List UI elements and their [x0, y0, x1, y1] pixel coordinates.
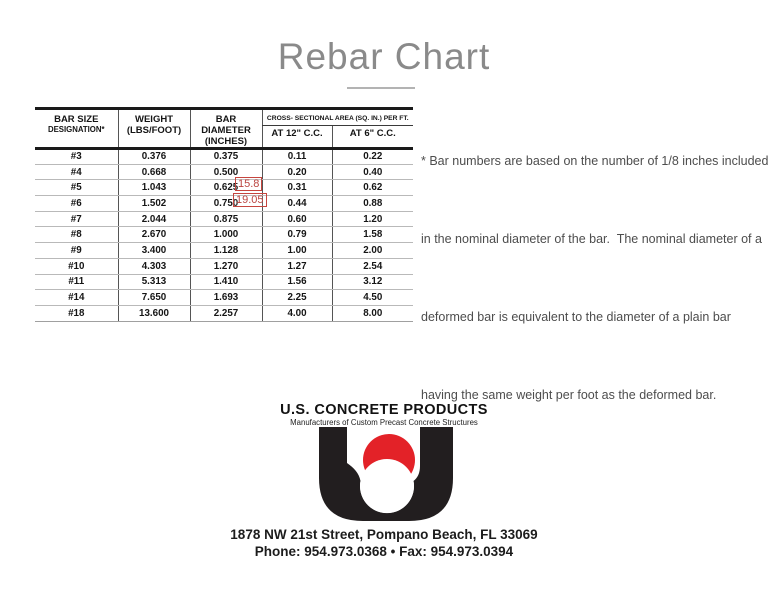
- table-cell: 1.270: [190, 258, 262, 274]
- table-cell: 1.128: [190, 243, 262, 259]
- annotation-box-19-05: 19.05: [233, 193, 267, 207]
- table-cell: 0.750: [190, 196, 262, 212]
- col-header-bar-diameter: [190, 109, 262, 149]
- table-cell: 0.88: [332, 196, 413, 212]
- title-divider: [347, 87, 415, 89]
- table-cell: 1.043: [118, 180, 190, 196]
- table-cell: 2.00: [332, 243, 413, 259]
- col-header-line: BAR: [215, 114, 237, 125]
- table-cell: 0.31: [262, 180, 332, 196]
- table-cell: 1.27: [262, 258, 332, 274]
- table-cell: 0.376: [118, 149, 190, 165]
- phone-fax-line: Phone: 954.973.0368 • Fax: 954.973.0394: [254, 544, 514, 559]
- table-row: [35, 274, 413, 290]
- table-cell: 0.79: [262, 227, 332, 243]
- rebar-table: [35, 107, 413, 322]
- table-cell: 0.500: [190, 164, 262, 180]
- table-cell: #8: [35, 227, 118, 243]
- note-line: deformed bar is equivalent to the diameter of a plain bar: [421, 310, 731, 324]
- table-cell: 1.56: [262, 274, 332, 290]
- table-cell: #7: [35, 211, 118, 227]
- table-cell: 0.668: [118, 164, 190, 180]
- col-header-line: DIAMETER: [201, 125, 251, 136]
- table-cell: #11: [35, 274, 118, 290]
- note-line: * Bar numbers are based on the number of 1/8 inches included: [421, 154, 768, 168]
- table-cell: 0.60: [262, 211, 332, 227]
- table-cell: 4.50: [332, 290, 413, 306]
- logo-white-circle: [360, 459, 414, 513]
- table-row: [35, 196, 413, 212]
- note-line: in the nominal diameter of the bar. The nominal diameter of a: [421, 232, 762, 246]
- table-cell: 0.62: [332, 180, 413, 196]
- table-cell: #6: [35, 196, 118, 212]
- table-cell: 3.12: [332, 274, 413, 290]
- table-cell: 2.670: [118, 227, 190, 243]
- col-header-line: BAR SIZE: [54, 114, 99, 125]
- annotation-box-15-8: 15.8: [235, 177, 262, 191]
- col-header-bar-size: [35, 109, 118, 149]
- uscp-logo-u-mark: [319, 426, 453, 522]
- table-row: [35, 227, 413, 243]
- col-header-cross-sectional-area: CROSS- SECTIONAL AREA (SQ. IN.) PER FT.: [262, 109, 413, 126]
- table-cell: 0.875: [190, 211, 262, 227]
- table-cell: 3.400: [118, 243, 190, 259]
- table-cell: 0.22: [332, 149, 413, 165]
- table-cell: 1.502: [118, 196, 190, 212]
- note-line: having the same weight per foot as the deformed bar.: [421, 388, 717, 402]
- table-cell: 1.410: [190, 274, 262, 290]
- table-row: [35, 258, 413, 274]
- table-cell: 4.00: [262, 305, 332, 321]
- table-cell: #3: [35, 149, 118, 165]
- table-cell: 2.257: [190, 305, 262, 321]
- table-cell: #9: [35, 243, 118, 259]
- table-cell: 1.00: [262, 243, 332, 259]
- table-cell: #18: [35, 305, 118, 321]
- table-cell: 1.20: [332, 211, 413, 227]
- table-cell: 2.54: [332, 258, 413, 274]
- address-line: 1878 NW 21st Street, Pompano Beach, FL 33069: [230, 527, 538, 542]
- rebar-table-header: [35, 109, 413, 149]
- col-header-line: DESIGNATION*: [47, 125, 105, 134]
- col-header-line: (INCHES): [204, 136, 248, 147]
- table-cell: 1.000: [190, 227, 262, 243]
- bar-numbers-note: [421, 96, 768, 434]
- table-row: [35, 164, 413, 180]
- table-row: [35, 243, 413, 259]
- table-cell: 0.44: [262, 196, 332, 212]
- company-name: U.S. CONCRETE PRODUCTS: [280, 402, 488, 418]
- table-row: [35, 290, 413, 306]
- table-cell: 7.650: [118, 290, 190, 306]
- table-cell: 8.00: [332, 305, 413, 321]
- table-cell: 13.600: [118, 305, 190, 321]
- table-cell: 0.625: [190, 180, 262, 196]
- table-cell: 5.313: [118, 274, 190, 290]
- table-cell: 4.303: [118, 258, 190, 274]
- table-cell: 1.693: [190, 290, 262, 306]
- table-cell: 0.11: [262, 149, 332, 165]
- table-cell: 2.044: [118, 211, 190, 227]
- table-row: [35, 211, 413, 227]
- table-row: [35, 305, 413, 321]
- table-cell: #10: [35, 258, 118, 274]
- table-row: [35, 180, 413, 196]
- page-title: Rebar Chart: [277, 36, 491, 77]
- rebar-table-body: [35, 149, 413, 322]
- col-header-weight: [118, 109, 190, 149]
- col-header-at-12-cc: AT 12" C.C.: [262, 126, 332, 149]
- col-header-line: WEIGHT: [135, 114, 173, 125]
- col-header-line: (LBS/FOOT): [126, 125, 182, 136]
- table-cell: 0.20: [262, 164, 332, 180]
- table-cell: 0.40: [332, 164, 413, 180]
- table-cell: 1.58: [332, 227, 413, 243]
- col-header-at-6-cc: AT 6" C.C.: [332, 126, 413, 149]
- table-cell: #4: [35, 164, 118, 180]
- table-cell: #5: [35, 180, 118, 196]
- company-tagline: Manufacturers of Custom Precast Concrete Structures: [290, 418, 478, 427]
- table-cell: 0.375: [190, 149, 262, 165]
- table-cell: #14: [35, 290, 118, 306]
- table-cell: 2.25: [262, 290, 332, 306]
- table-row: [35, 149, 413, 165]
